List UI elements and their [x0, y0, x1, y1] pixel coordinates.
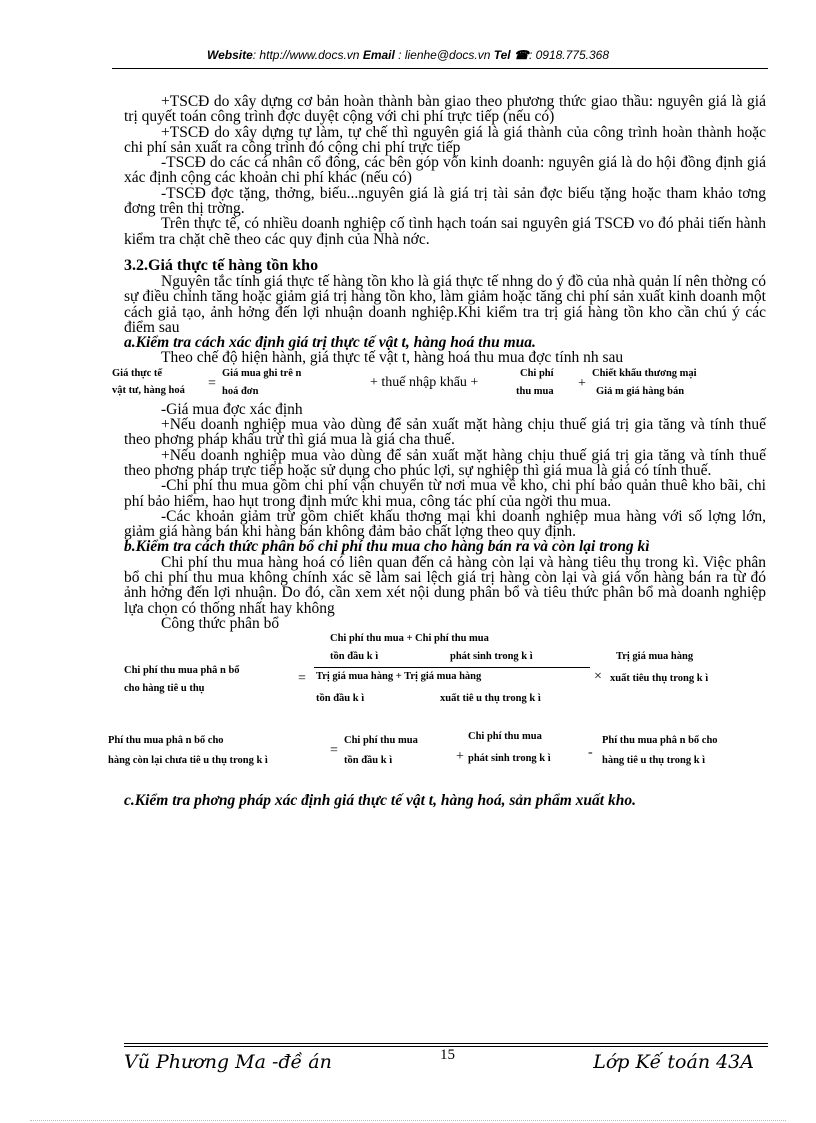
footer-class: Lớp Kế toán 43A — [593, 1051, 754, 1073]
paragraph: Công thức phân bổ — [161, 614, 280, 632]
formula-term: Giá thực tế — [112, 367, 163, 379]
footer-rule — [124, 1043, 768, 1044]
paragraph: Nguyên tắc tính giá thực tế hàng tồn kho là giá thực tế nhng do ý đồ của nhà quản lí nên thờng có sự điều chỉnh tăng hoặc giảm giá trị hàng tồn kho, làm giảm hoặc tăng chi phí sản xuất kinh doanh một cách giả tạo, ảnh hởng đến lợi nhuận doanh nghiệp.Khi kiểm tra trị giá hàng tồn kho cần chú ý các điểm sau — [124, 272, 766, 336]
paragraph: +Nếu doanh nghiệp mua vào dùng để sản xuất mặt hàng chịu thuế giá trị gia tăng và tính thuế theo phơng pháp khấu trừ thì giá mua là giá cha thuế. — [124, 416, 766, 449]
formula-term: thu mua — [516, 385, 554, 397]
paragraph: -Các khoản giảm trừ gồm chiết khấu thơng mại khi doanh nghiệp mua hàng với số lợng lớn, giảm giá hàng bán khi hàng bán không đảm bảo chất lợng theo quy định. — [124, 507, 766, 541]
formula-term: Giá mua ghi trê n — [222, 367, 302, 379]
formula-term: hoá đơn — [222, 385, 259, 397]
page-number: 15 — [440, 1047, 455, 1063]
formula-term: Chiết khấu thương mại — [592, 367, 697, 379]
formula-term: Chi phí thu mua — [468, 731, 542, 743]
formula-term: Giả m giá hàng bán — [596, 385, 685, 397]
paragraph: -TSCĐ đợc tặng, thởng, biếu...nguyên giá là giá trị tài sản đợc biếu tặng hoặc tham khảo tơng đơng trên thị trờng. — [124, 184, 766, 218]
formula-term: hàng còn lại chưa tiê u thụ trong k ì — [108, 755, 268, 767]
formula-term: xuất tiê u thụ trong k ì — [440, 693, 541, 705]
formula-term: Phí thu mua phâ n bổ cho — [602, 735, 718, 747]
minus-sign: - — [588, 745, 593, 761]
paragraph: -TSCĐ do các cá nhân cổ đông, các bên góp vốn kinh doanh: nguyên giá là do hội đồng định giá xác định cộng các khoản chi phí khác (nếu có) — [124, 154, 766, 187]
paragraph: +TSCĐ do xây dựng tự làm, tự chế thì nguyên giá là giá thành của công trình hoàn thành hoặc chi phí sản xuất ra công trình đó cộng chi phí trực tiếp — [124, 123, 766, 156]
formula-term: Phí thu mua phâ n bổ cho — [108, 735, 224, 747]
paragraph: -Chi phí thu mua gồm chi phí vận chuyển từ nơi mua về kho, chi phí bảo quản thuê kho bãi, chi phí bảo hiểm, hao hụt trong định mức khi mua, công tác phí của ngời thu mua. — [124, 477, 766, 510]
website-value[interactable]: : http://www.docs.vn — [252, 48, 363, 62]
email-value[interactable]: : lienhe@docs.vn — [394, 48, 494, 62]
subsection-heading: a.Kiểm tra cách xác định giá trị thực tế vật t, hàng hoá thu mua. — [124, 334, 536, 352]
formula-term: xuất tiêu thụ trong k ì — [610, 673, 709, 685]
formula-term: tồn đầu k ì — [344, 755, 393, 767]
paragraph: -Giá mua đợc xác định — [161, 400, 303, 418]
tel-value: : 0918.775.368 — [528, 48, 610, 62]
times-sign: × — [594, 669, 602, 685]
formula-remaining — [108, 723, 766, 775]
plus-sign: + — [578, 375, 586, 391]
section-heading: 3.2.Giá thực tế hàng tồn kho — [124, 256, 319, 274]
email-label: Email — [362, 48, 395, 62]
formula-term: Chi phí thu mua phâ n bổ — [124, 665, 240, 677]
subsection-heading: b.Kiểm tra cách thức phân bổ chi phí thu mua cho hàng bán ra và còn lại trong kì — [124, 538, 650, 556]
formula-term: tồn đầu k ì — [316, 693, 365, 705]
equals-sign: = — [330, 743, 338, 759]
page-content — [108, 93, 766, 810]
website-label: Website — [206, 48, 253, 62]
footer-author: Vũ Phương Ma -đề án — [124, 1051, 332, 1073]
formula-term: Chi phí thu mua + Chi phí thu mua — [330, 633, 489, 645]
plus-sign: + — [456, 749, 464, 765]
formula-term: Chi phí thu mua — [344, 735, 418, 747]
paragraph: Trên thực tế, có nhiều doanh nghiệp cố tình hạch toán sai nguyên giá TSCĐ vo đó phải tiến hành kiểm tra chặt chẽ theo các quy định của Nhà nớc. — [124, 215, 766, 248]
formula-actual-price — [112, 366, 766, 402]
formula-term: + thuế nhập khẩu + — [370, 374, 479, 390]
paragraph: Chi phí thu mua hàng hoá có liên quan đến cả hàng còn lại và hàng tiêu thụ trong kì. Việc phân bổ chi phí thu mua không chính xác sẽ làm sai lệch giá trị hàng còn lại và giá vốn hàng bán ra từ đó ảnh hởng đến lợi nhuận. Do đó, cần xem xét nội dung phân bổ và tiêu thức phân bổ mà doanh nghiệp lựa chọn có thống nhất hay không — [124, 553, 766, 617]
formula-term: cho hàng tiê u thụ — [124, 683, 205, 695]
phone-icon: ☎ — [513, 48, 529, 62]
formula-term: vật tư, hàng hoá — [112, 384, 185, 396]
equals-sign: = — [298, 671, 306, 687]
formula-term: phát sinh trong k ì — [450, 651, 533, 663]
page-bottom-border — [30, 1120, 786, 1121]
page-header — [0, 48, 816, 62]
equals-sign: = — [208, 375, 216, 391]
formula-term: tồn đầu k ì — [330, 651, 379, 663]
formula-term: Trị giá mua hàng — [616, 651, 694, 663]
formula-term: Chi phí — [520, 367, 554, 379]
formula-term: phát sinh trong k ì — [468, 753, 551, 765]
header-divider — [112, 68, 768, 69]
subsection-heading: c.Kiểm tra phơng pháp xác định giá thực tế vật t, hàng hoá, sản phẩm xuất kho. — [124, 792, 636, 810]
tel-label: Tel — [493, 48, 511, 62]
paragraph: +TSCĐ do xây dựng cơ bản hoàn thành bàn giao theo phương thức giao thầu: nguyên giá là giá trị quyết toán công trình đợc duyệt cộng với chi phí trực tiếp (nếu có) — [124, 93, 766, 126]
formula-allocation — [124, 631, 766, 717]
paragraph: +Nếu doanh nghiệp mua vào dùng để sản xuất mặt hàng chịu thuế giá trị gia tăng và tính thuế theo phơng pháp trực tiếp hoặc sử dụng cho phúc lợi, sự nghiệp thì giá mua là giá có tính thuế. — [124, 446, 766, 479]
formula-term: Trị giá mua hàng + Trị giá mua hàng — [316, 671, 482, 683]
paragraph: Theo chế độ hiện hành, giá thực tế vật t, hàng hoá thu mua đợc tính nh sau — [161, 349, 624, 367]
formula-term: hàng tiê u thụ trong k ì — [602, 755, 706, 767]
fraction-bar — [314, 667, 590, 668]
